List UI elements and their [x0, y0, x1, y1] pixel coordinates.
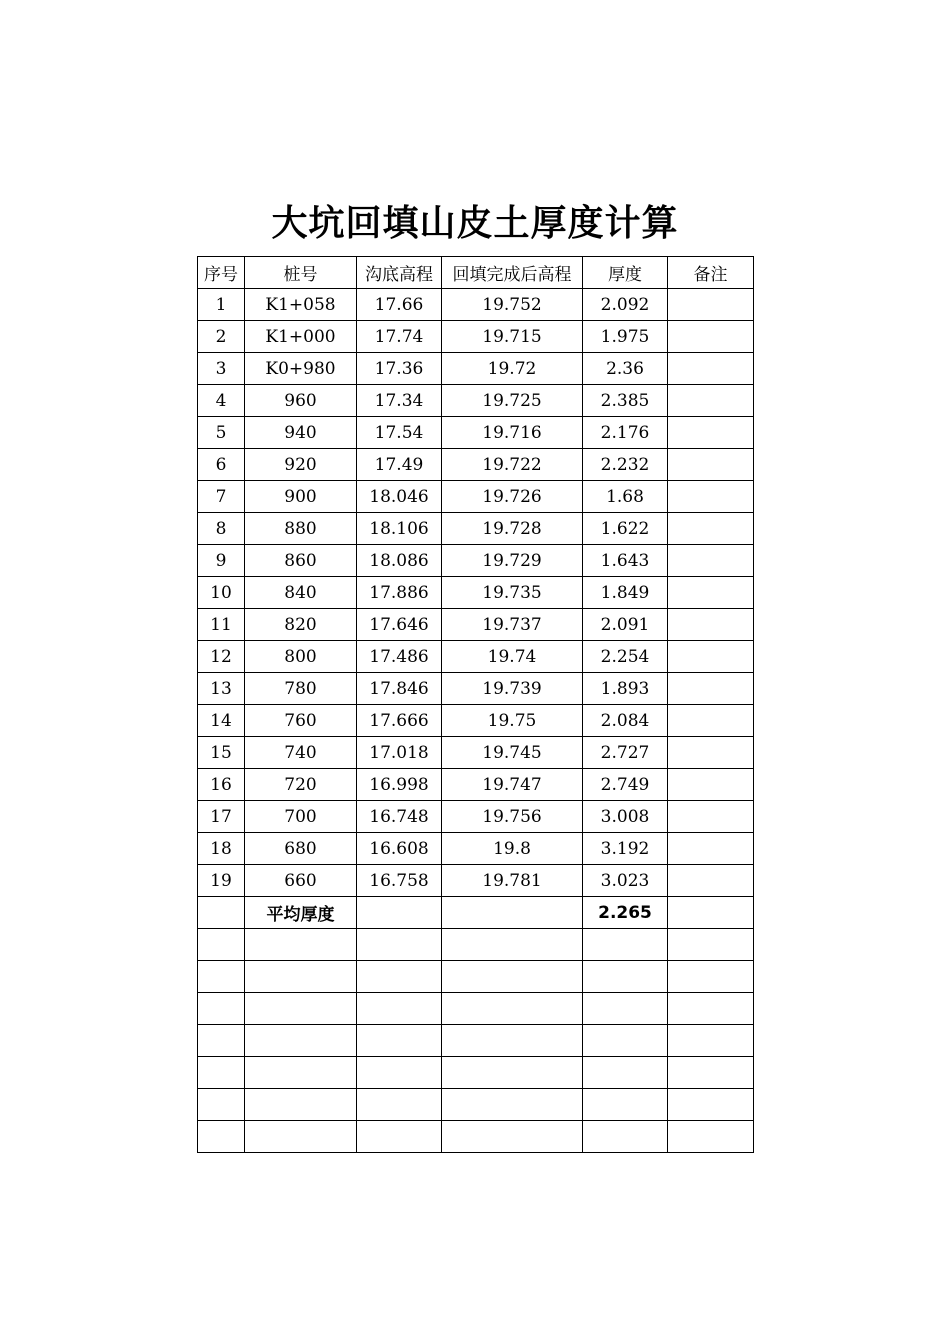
empty-cell [583, 1025, 668, 1057]
empty-cell [668, 929, 754, 961]
table-header-row [198, 257, 754, 289]
backfill-elevation-cell: 19.756 [442, 801, 583, 833]
empty-row [198, 929, 754, 961]
page-title: 大坑回填山皮土厚度计算 [271, 203, 679, 244]
remarks-cell [668, 609, 754, 641]
index-cell: 5 [198, 417, 245, 449]
table-row [198, 673, 754, 705]
trench-bottom-cell: 16.998 [357, 769, 442, 801]
thickness-cell: 3.023 [583, 865, 668, 897]
trench-bottom-cell: 18.106 [357, 513, 442, 545]
table-row [198, 705, 754, 737]
trench-bottom-cell: 17.018 [357, 737, 442, 769]
remarks-cell [668, 865, 754, 897]
station-cell: 860 [245, 545, 357, 577]
empty-cell [245, 1121, 357, 1153]
empty-cell [198, 961, 245, 993]
thickness-cell: 2.749 [583, 769, 668, 801]
station-cell: 960 [245, 385, 357, 417]
station-cell: 780 [245, 673, 357, 705]
thickness-cell: 2.092 [583, 289, 668, 321]
remarks-cell [668, 289, 754, 321]
station-cell: 680 [245, 833, 357, 865]
empty-cell [583, 961, 668, 993]
trench-bottom-cell: 17.49 [357, 449, 442, 481]
empty-cell [442, 1057, 583, 1089]
station-cell: 880 [245, 513, 357, 545]
empty-cell [442, 1121, 583, 1153]
empty-row [198, 1121, 754, 1153]
remarks-cell [668, 705, 754, 737]
trench-bottom-cell: 17.886 [357, 577, 442, 609]
backfill-elevation-cell: 19.74 [442, 641, 583, 673]
index-cell: 8 [198, 513, 245, 545]
backfill-elevation-cell: 19.715 [442, 321, 583, 353]
empty-cell [583, 1089, 668, 1121]
empty-cell [357, 993, 442, 1025]
remarks-cell [668, 481, 754, 513]
thickness-cell: 2.727 [583, 737, 668, 769]
empty-cell [357, 1057, 442, 1089]
remarks-cell [668, 801, 754, 833]
trench-bottom-cell: 18.086 [357, 545, 442, 577]
empty-cell [198, 1057, 245, 1089]
empty-cell [357, 1025, 442, 1057]
station-cell: 920 [245, 449, 357, 481]
empty-cell [668, 993, 754, 1025]
thickness-cell: 1.849 [583, 577, 668, 609]
table-row [198, 481, 754, 513]
station-cell: 700 [245, 801, 357, 833]
index-cell: 3 [198, 353, 245, 385]
index-cell: 6 [198, 449, 245, 481]
index-cell: 1 [198, 289, 245, 321]
trench-bottom-cell: 17.846 [357, 673, 442, 705]
trench-bottom-cell: 17.666 [357, 705, 442, 737]
empty-cell [442, 897, 583, 929]
empty-cell [668, 961, 754, 993]
table-row [198, 321, 754, 353]
backfill-elevation-cell: 19.745 [442, 737, 583, 769]
backfill-elevation-cell: 19.716 [442, 417, 583, 449]
backfill-elevation-cell: 19.728 [442, 513, 583, 545]
table-row [198, 737, 754, 769]
remarks-cell [668, 641, 754, 673]
trench-bottom-cell: 17.34 [357, 385, 442, 417]
thickness-cell: 1.975 [583, 321, 668, 353]
thickness-cell: 2.254 [583, 641, 668, 673]
backfill-elevation-cell: 19.722 [442, 449, 583, 481]
empty-row [198, 1025, 754, 1057]
index-cell: 18 [198, 833, 245, 865]
table-row [198, 801, 754, 833]
remarks-cell [668, 673, 754, 705]
station-cell: 900 [245, 481, 357, 513]
empty-cell [198, 929, 245, 961]
thickness-cell: 2.091 [583, 609, 668, 641]
table-row [198, 289, 754, 321]
index-cell: 12 [198, 641, 245, 673]
empty-cell [357, 897, 442, 929]
station-cell: K0+980 [245, 353, 357, 385]
table-body [198, 289, 754, 1153]
remarks-cell [668, 833, 754, 865]
index-cell: 7 [198, 481, 245, 513]
summary-row [198, 897, 754, 929]
empty-cell [198, 1121, 245, 1153]
index-cell: 19 [198, 865, 245, 897]
backfill-elevation-cell: 19.752 [442, 289, 583, 321]
trench-bottom-cell: 17.54 [357, 417, 442, 449]
thickness-cell: 2.385 [583, 385, 668, 417]
empty-cell [245, 1089, 357, 1121]
station-cell: 760 [245, 705, 357, 737]
empty-cell [668, 1089, 754, 1121]
thickness-table [197, 256, 754, 1153]
empty-cell [668, 1121, 754, 1153]
remarks-cell [668, 737, 754, 769]
thickness-cell: 2.232 [583, 449, 668, 481]
station-cell: K1+000 [245, 321, 357, 353]
thickness-cell: 2.36 [583, 353, 668, 385]
empty-cell [245, 1057, 357, 1089]
station-cell: K1+058 [245, 289, 357, 321]
empty-cell [357, 961, 442, 993]
remarks-cell [668, 545, 754, 577]
empty-cell [583, 929, 668, 961]
empty-cell [357, 1121, 442, 1153]
trench-bottom-cell: 16.748 [357, 801, 442, 833]
backfill-elevation-cell: 19.72 [442, 353, 583, 385]
average-thickness-label: 平均厚度 [245, 897, 357, 929]
thickness-cell: 3.192 [583, 833, 668, 865]
header-index: 序号 [198, 257, 245, 289]
thickness-cell: 1.643 [583, 545, 668, 577]
table-row [198, 449, 754, 481]
empty-cell [583, 1121, 668, 1153]
empty-row [198, 1089, 754, 1121]
table-row [198, 545, 754, 577]
table-row [198, 641, 754, 673]
index-cell: 4 [198, 385, 245, 417]
empty-cell [442, 1025, 583, 1057]
header-remarks: 备注 [668, 257, 754, 289]
index-cell: 17 [198, 801, 245, 833]
thickness-cell: 2.176 [583, 417, 668, 449]
remarks-cell [668, 769, 754, 801]
index-cell: 11 [198, 609, 245, 641]
remarks-cell [668, 513, 754, 545]
index-cell: 14 [198, 705, 245, 737]
table-row [198, 385, 754, 417]
empty-cell [357, 929, 442, 961]
empty-cell [442, 961, 583, 993]
trench-bottom-cell: 16.608 [357, 833, 442, 865]
thickness-cell: 1.68 [583, 481, 668, 513]
backfill-elevation-cell: 19.725 [442, 385, 583, 417]
thickness-cell: 3.008 [583, 801, 668, 833]
empty-cell [198, 993, 245, 1025]
empty-cell [198, 1025, 245, 1057]
backfill-elevation-cell: 19.739 [442, 673, 583, 705]
table-row [198, 769, 754, 801]
station-cell: 820 [245, 609, 357, 641]
remarks-cell [668, 577, 754, 609]
backfill-elevation-cell: 19.8 [442, 833, 583, 865]
empty-cell [245, 929, 357, 961]
backfill-elevation-cell: 19.735 [442, 577, 583, 609]
station-cell: 800 [245, 641, 357, 673]
header-trench-bottom-elevation: 沟底高程 [357, 257, 442, 289]
index-cell: 10 [198, 577, 245, 609]
empty-cell [245, 993, 357, 1025]
remarks-cell [668, 385, 754, 417]
table-row [198, 577, 754, 609]
index-cell: 9 [198, 545, 245, 577]
backfill-elevation-cell: 19.729 [442, 545, 583, 577]
remarks-cell [668, 321, 754, 353]
empty-cell [442, 929, 583, 961]
table-row [198, 353, 754, 385]
header-station: 桩号 [245, 257, 357, 289]
table-row [198, 609, 754, 641]
backfill-elevation-cell: 19.747 [442, 769, 583, 801]
trench-bottom-cell: 17.646 [357, 609, 442, 641]
trench-bottom-cell: 16.758 [357, 865, 442, 897]
trench-bottom-cell: 17.66 [357, 289, 442, 321]
empty-cell [442, 1089, 583, 1121]
empty-cell [583, 993, 668, 1025]
header-thickness: 厚度 [583, 257, 668, 289]
backfill-elevation-cell: 19.726 [442, 481, 583, 513]
thickness-cell: 1.622 [583, 513, 668, 545]
empty-cell [245, 1025, 357, 1057]
trench-bottom-cell: 18.046 [357, 481, 442, 513]
remarks-cell [668, 353, 754, 385]
index-cell: 15 [198, 737, 245, 769]
empty-cell [668, 1025, 754, 1057]
backfill-elevation-cell: 19.737 [442, 609, 583, 641]
index-cell: 16 [198, 769, 245, 801]
index-cell: 2 [198, 321, 245, 353]
remarks-cell [668, 417, 754, 449]
station-cell: 660 [245, 865, 357, 897]
station-cell: 840 [245, 577, 357, 609]
trench-bottom-cell: 17.36 [357, 353, 442, 385]
index-cell: 13 [198, 673, 245, 705]
empty-cell [198, 1089, 245, 1121]
remarks-cell [668, 449, 754, 481]
table-row [198, 513, 754, 545]
empty-row [198, 993, 754, 1025]
empty-cell [198, 897, 245, 929]
table-row [198, 833, 754, 865]
empty-cell [442, 993, 583, 1025]
table-row [198, 865, 754, 897]
station-cell: 720 [245, 769, 357, 801]
empty-cell [668, 1057, 754, 1089]
empty-cell [583, 1057, 668, 1089]
empty-cell [668, 897, 754, 929]
backfill-elevation-cell: 19.781 [442, 865, 583, 897]
trench-bottom-cell: 17.74 [357, 321, 442, 353]
trench-bottom-cell: 17.486 [357, 641, 442, 673]
empty-row [198, 961, 754, 993]
empty-cell [357, 1089, 442, 1121]
header-backfill-elevation: 回填完成后高程 [442, 257, 583, 289]
table-row [198, 417, 754, 449]
station-cell: 940 [245, 417, 357, 449]
station-cell: 740 [245, 737, 357, 769]
average-thickness-value: 2.265 [583, 897, 668, 929]
empty-cell [245, 961, 357, 993]
thickness-cell: 2.084 [583, 705, 668, 737]
backfill-elevation-cell: 19.75 [442, 705, 583, 737]
thickness-cell: 1.893 [583, 673, 668, 705]
empty-row [198, 1057, 754, 1089]
